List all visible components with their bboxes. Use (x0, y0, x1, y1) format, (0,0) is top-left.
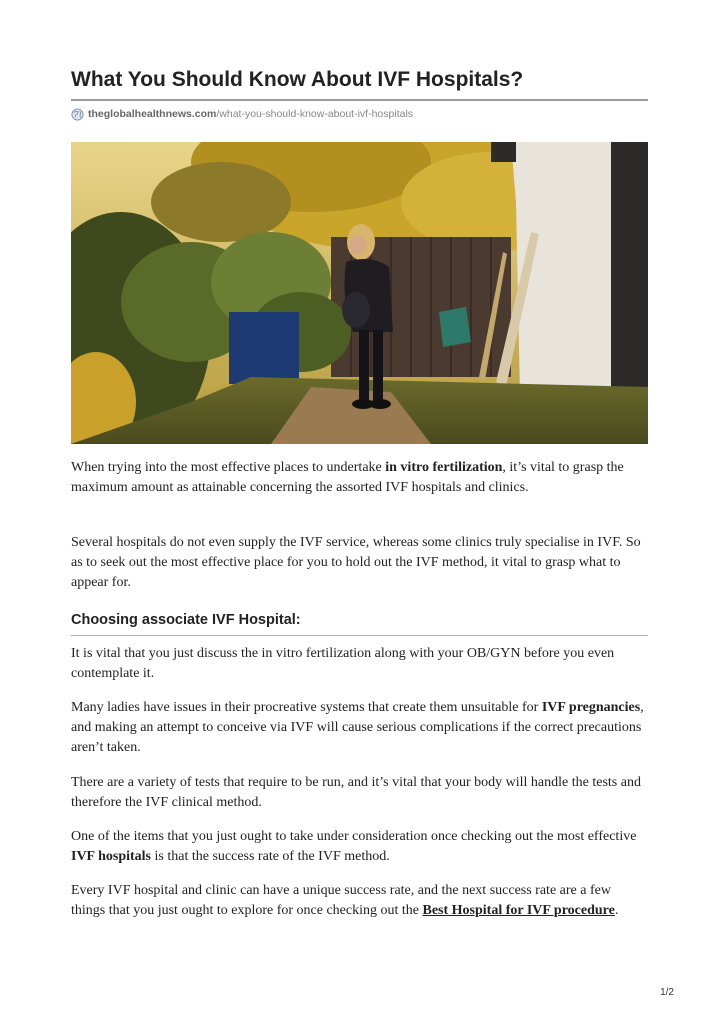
best-hospital-link[interactable]: Best Hospital for IVF procedure (422, 903, 615, 918)
source-path: /what-you-should-know-about-ivf-hospitals (216, 108, 414, 120)
paragraph-issues: Many ladies have issues in their procreative systems that create them unsuitable for IVF pregnancies, and making an attempt to conceive via IVF will cause serious complications if the correct precautions aren’t taken. (71, 700, 644, 755)
hero-image (71, 142, 648, 444)
paragraph-tests: There are a variety of tests that require to be run, and it’s vital that your body will handle the tests and therefore the IVF clinical method. (71, 775, 641, 810)
bold-term: IVF hospitals (71, 849, 152, 864)
page-number: 1/2 (660, 987, 674, 998)
source-url[interactable] (71, 107, 413, 121)
paragraph-rates: Every IVF hospital and clinic can have a unique success rate, and the next success rate are a few things that you just ought to explore for once checking out the Best Hospital for IVF procedure. (71, 883, 619, 918)
paragraph-intro: When trying into the most effective places to undertake in vitro fertilization, it’s vital to grasp the maximum amount as attainable concerning the assorted IVF hospitals and clinics. (71, 460, 624, 495)
title-divider (71, 99, 648, 101)
paragraph-services: Several hospitals do not even supply the IVF service, whereas some clinics truly specialise in IVF. So as to seek out the most effective place for you to hold out the IVF method, it vital to grasp what to appear for. (71, 535, 641, 590)
bold-term: IVF pregnancies (541, 700, 641, 715)
bold-term: in vitro fertilization (385, 460, 503, 475)
heading-divider (71, 635, 648, 636)
page-title: What You Should Know About IVF Hospitals? (71, 68, 524, 91)
globe-icon (71, 108, 84, 121)
paragraph-success: One of the items that you just ought to take under consideration once checking out the most effective IVF hospitals is that the success rate of the IVF method. (71, 829, 637, 864)
source-domain: theglobalhealthnews.com (88, 108, 217, 120)
paragraph-consult: It is vital that you just discuss the in vitro fertilization along with your OB/GYN before you even contemplate it. (71, 646, 615, 681)
section-heading: Choosing associate IVF Hospital: (71, 612, 301, 628)
